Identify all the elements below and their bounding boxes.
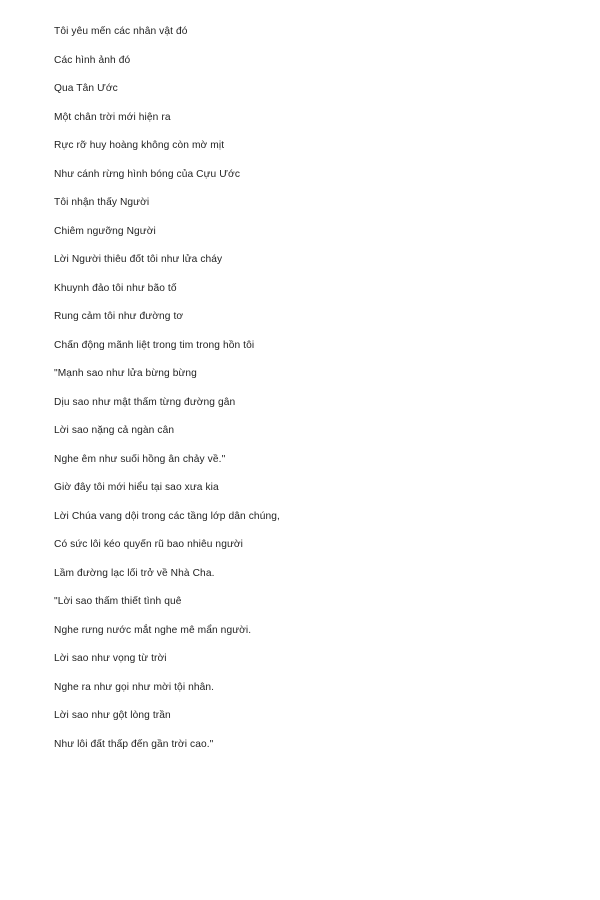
stanza-5 <box>54 710 574 751</box>
poem-line: Có sức lôi kéo quyến rũ bao nhiêu người <box>54 539 244 550</box>
poem-line: Chấn động mãnh liệt trong tim trong hồn tôi <box>54 339 255 351</box>
poem-line: Lời Người thiêu đốt tôi như lửa cháy <box>54 254 223 265</box>
poem-line: Lầm đường lạc lối trở về Nhà Cha. <box>54 567 215 579</box>
stanza-2 <box>54 83 574 466</box>
poem-line: Qua Tân Ước <box>54 83 118 94</box>
poem-line: Tôi yêu mến các nhân vật đó <box>54 26 188 37</box>
poem-line: Dịu sao như mật thấm từng đường gân <box>54 396 236 408</box>
poem-body <box>54 26 574 767</box>
poem-line: Các hình ảnh đó <box>54 54 131 66</box>
stanza-4 <box>54 596 574 694</box>
poem-line: Rung cảm tôi như đường tơ <box>54 311 184 322</box>
poem-line: Lời sao nặng cả ngàn cân <box>54 425 175 436</box>
stanza-1 <box>54 26 574 67</box>
poem-line: Giờ đây tôi mới hiểu tại sao xưa kia <box>54 482 219 493</box>
poem-line: Nghe ra như gọi như mời tội nhân. <box>54 681 215 693</box>
poem-line: "Mạnh sao như lửa bừng bừng <box>54 368 197 379</box>
poem-line: Nghe êm như suối hồng ân chảy về." <box>54 453 226 465</box>
poem-line: Như cánh rừng hình bóng của Cựu Ước <box>54 168 241 180</box>
poem-line: Lời Chúa vang dội trong các tầng lớp dân chúng, <box>54 510 280 522</box>
stanza-3 <box>54 482 574 580</box>
poem-line: Lời sao như vọng từ trời <box>54 653 167 664</box>
poem-line: Nghe rưng nước mắt nghe mê mẩn người. <box>54 624 252 636</box>
poem-line: Khuynh đảo tôi như bão tố <box>54 282 177 294</box>
poem-line: "Lời sao thấm thiết tình quê <box>54 596 182 607</box>
poem-line: Rực rỡ huy hoàng không còn mờ mịt <box>54 140 225 151</box>
poem-line: Như lôi đất thấp đến gần trời cao." <box>54 738 214 750</box>
poem-line: Tôi nhận thấy Người <box>54 197 150 208</box>
poem-line: Một chân trời mới hiện ra <box>54 111 171 123</box>
poem-line: Lời sao như gột lòng trần <box>54 710 171 721</box>
poem-line: Chiêm ngưỡng Người <box>54 225 156 237</box>
